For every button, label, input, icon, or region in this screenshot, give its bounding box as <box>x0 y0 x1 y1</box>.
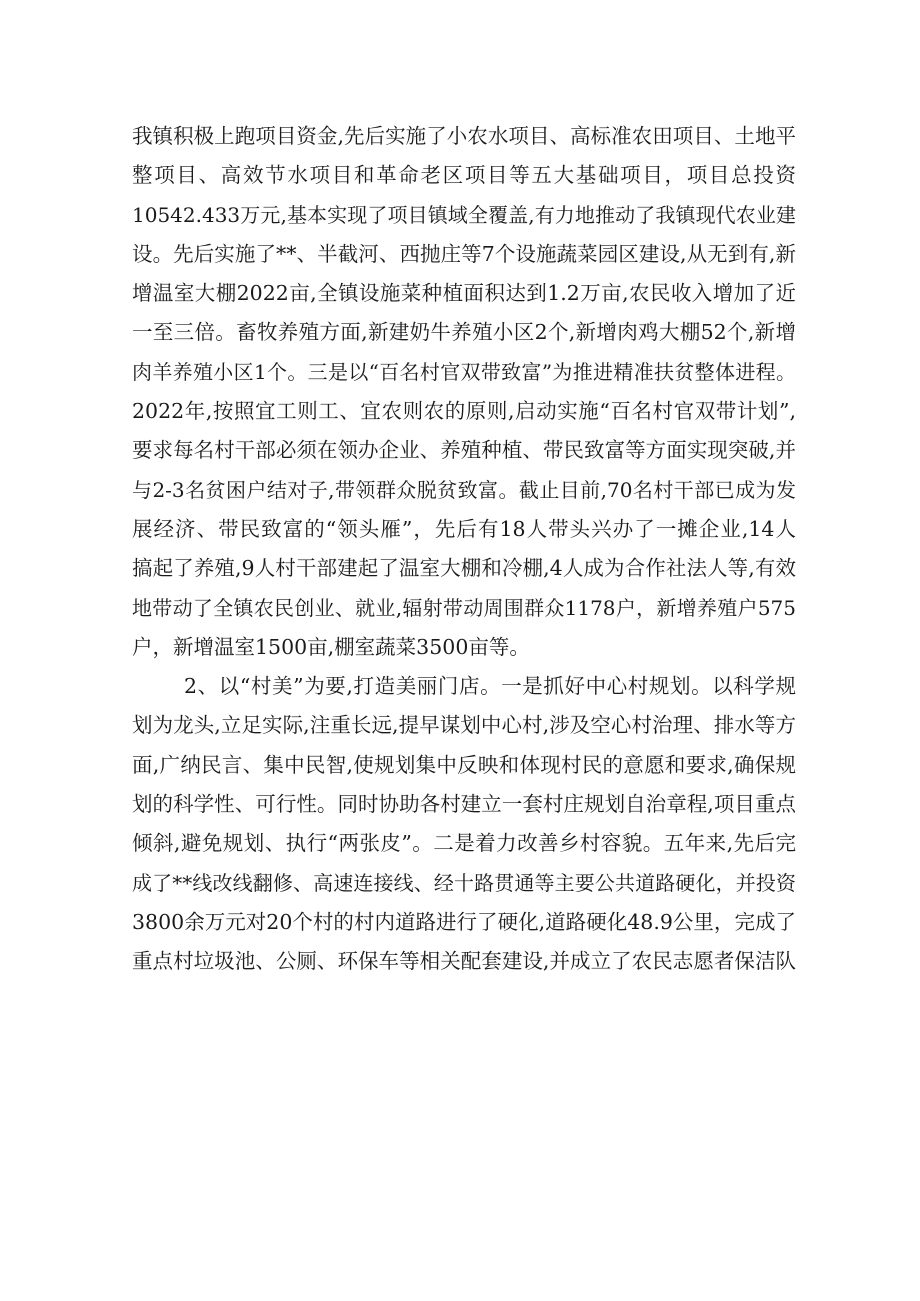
text-line: 设。先后实施了**、半截河、西抛庄等7个设施蔬菜园区建设,从无到有,新 <box>132 241 796 266</box>
text-line: 增温室大棚2022亩,全镇设施菜种植面积达到1.2万亩,农民收入增加了近 <box>132 281 796 306</box>
text-line: 与2-3名贫困户结对子,带领群众脱贫致富。截止目前,70名村干部已成为发 <box>132 477 796 502</box>
text-line: 搞起了养殖,9人村干部建起了温室大棚和冷棚,4人成为合作社法人等,有效 <box>132 556 796 581</box>
text-line: 2022年,按照宜工则工、宜农则农的原则,启动实施“百名村官双带计划”, <box>132 399 796 424</box>
text-line: 成了**线改线翻修、高速连接线、经十路贯通等主要公共道路硬化，并投资 <box>132 870 796 895</box>
body-text <box>132 117 796 982</box>
text-line: 10542.433万元,基本实现了项目镇域全覆盖,有力地推动了我镇现代农业建 <box>132 202 796 227</box>
text-line: 要求每名村干部必须在领办企业、养殖种植、带民致富等方面实现突破,并 <box>132 438 796 463</box>
text-line: 划为龙头,立足实际,注重长远,提早谋划中心村,涉及空心村治理、排水等方 <box>132 713 796 738</box>
text-line: 面,广纳民言、集中民智,使规划集中反映和体现村民的意愿和要求,确保规 <box>132 752 796 777</box>
text-line: 3800余万元对20个村的村内道路进行了硬化,道路硬化48.9公里，完成了 <box>132 909 796 934</box>
text-line: 我镇积极上跑项目资金,先后实施了小农水项目、高标准农田项目、土地平 <box>132 124 796 148</box>
text-line: 一至三倍。畜牧养殖方面,新建奶牛养殖小区2个,新增肉鸡大棚52个,新增 <box>132 320 796 345</box>
text-line: 地带动了全镇农民创业、就业,辐射带动周围群众1178户，新增养殖户575 <box>132 595 796 620</box>
text-line: 倾斜,避免规划、执行“两张皮”。二是着力改善乡村容貌。五年来,先后完 <box>132 831 796 856</box>
text-line: 户，新增温室1500亩,棚室蔬菜3500亩等。 <box>132 634 530 659</box>
text-line: 整项目、高效节水项目和革命老区项目等五大基础项目，项目总投资 <box>132 163 796 188</box>
paragraph <box>132 667 796 981</box>
text-line: 划的科学性、可行性。同时协助各村建立一套村庄规划自治章程,项目重点 <box>132 792 796 817</box>
text-line: 肉羊养殖小区1个。三是以“百名村官双带致富”为推进精准扶贫整体进程。 <box>132 359 796 384</box>
text-line: 2、以“村美”为要,打造美丽门店。一是抓好中心村规划。以科学规 <box>184 674 796 699</box>
text-line: 重点村垃圾池、公厕、环保车等相关配套建设,并成立了农民志愿者保洁队 <box>132 949 796 974</box>
paragraph <box>132 117 796 667</box>
text-line: 展经济、带民致富的“领头雁”，先后有18人带头兴办了一摊企业,14人 <box>132 516 796 541</box>
